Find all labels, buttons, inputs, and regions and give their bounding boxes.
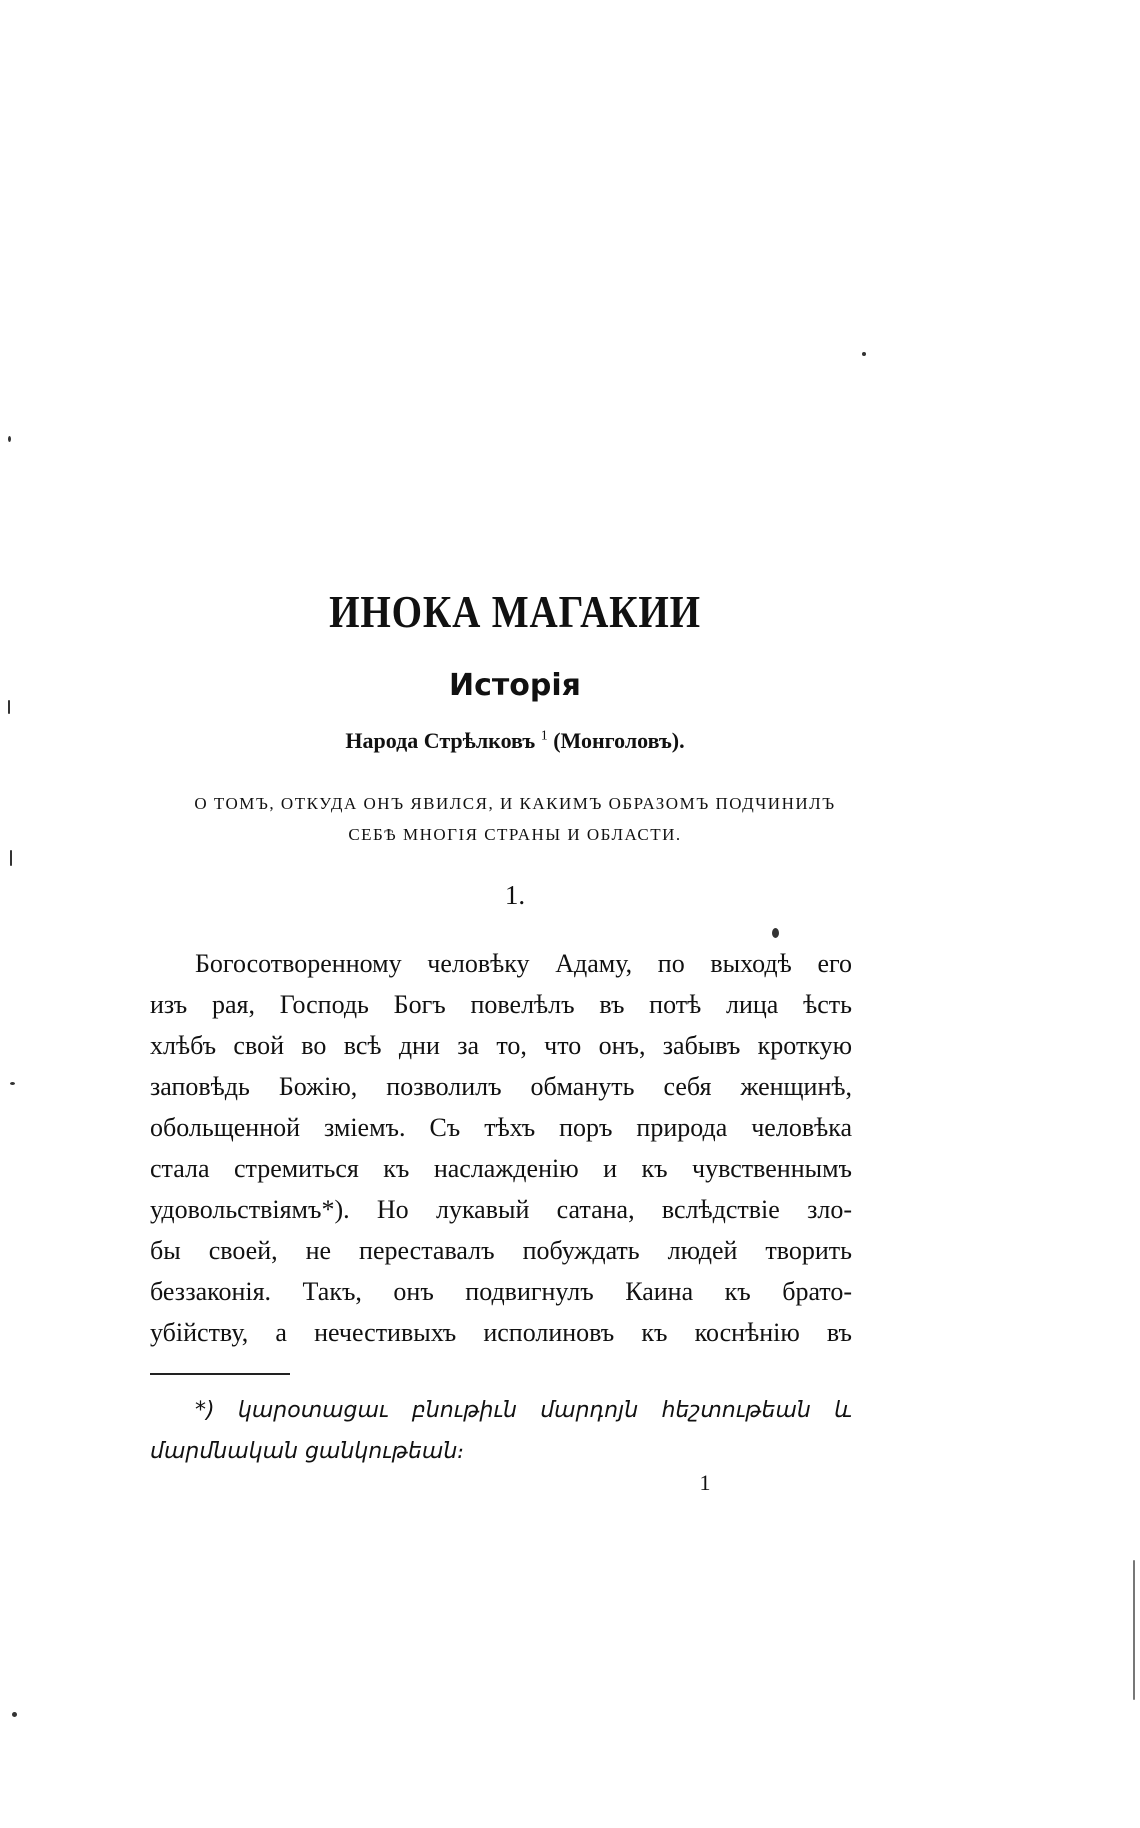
- summary-line: СЕБѢ МНОГІЯ СТРАНЫ И ОБЛАСТИ.: [348, 825, 682, 844]
- work-heading-text-after: (Монголовъ).: [553, 728, 685, 753]
- body-line: изъ рая, Господь Богъ повелѣлъ въ потѣ лица ѣсть: [150, 990, 852, 1019]
- body-line: убійству, а нечестивыхъ исполиновъ къ коснѣнію въ: [150, 1318, 852, 1347]
- footnote-divider: [150, 1373, 290, 1375]
- body-line: обольщенной зміемъ. Съ тѣхъ поръ природа человѣка: [150, 1113, 852, 1142]
- footnote-marker-1: 1: [540, 728, 548, 744]
- footnote: [150, 1390, 852, 1472]
- work-heading-text: Народа Стрѣлковъ: [345, 728, 536, 753]
- scan-speck: [1133, 1560, 1135, 1700]
- main-title: ИНОКА МАГАКИИ: [329, 586, 701, 637]
- body-line: хлѣбъ свой во всѣ дни за то, что онъ, забывъ кроткую: [150, 1031, 852, 1060]
- subtitle: Исторія: [449, 668, 581, 703]
- chapter-summary: [150, 788, 880, 850]
- body-line: бы своей, не переставалъ побуждать людей творить: [150, 1236, 852, 1265]
- scan-speck: [862, 352, 866, 356]
- scan-speck: [10, 850, 12, 866]
- scan-speck: [8, 700, 10, 714]
- scan-speck: [772, 928, 779, 938]
- summary-line: О ТОМЪ, ОТКУДА ОНЪ ЯВИЛСЯ, И КАКИМЪ ОБРАЗОМЪ ПОДЧИНИЛЪ: [194, 794, 836, 813]
- page-number: 1: [699, 1470, 711, 1495]
- body-paragraph: [150, 943, 852, 1353]
- body-line: беззаконія. Такъ, онъ подвигнулъ Каина къ брато-: [150, 1277, 852, 1306]
- footnote-line: մարմնական ցանկութեան։: [150, 1439, 465, 1464]
- body-line: удовольствіямъ*). Но лукавый сатана, вслѣдствіе зло-: [150, 1195, 852, 1224]
- section-number: 1.: [504, 880, 526, 910]
- body-line: стала стремиться къ наслажденію и къ чувственнымъ: [150, 1154, 852, 1183]
- body-line: заповѣдь Божію, позволилъ обмануть себя женщинѣ,: [150, 1072, 852, 1101]
- scan-speck: [12, 1712, 17, 1717]
- work-heading: [150, 728, 880, 754]
- body-line: Богосотворенному человѣку Адаму, по выходѣ его: [195, 949, 852, 978]
- footnote-line: *) կարօտացաւ բնութիւն մարդոյն հեշտութեան և: [195, 1398, 852, 1423]
- scan-speck: [10, 1082, 15, 1085]
- scan-speck: [8, 436, 11, 442]
